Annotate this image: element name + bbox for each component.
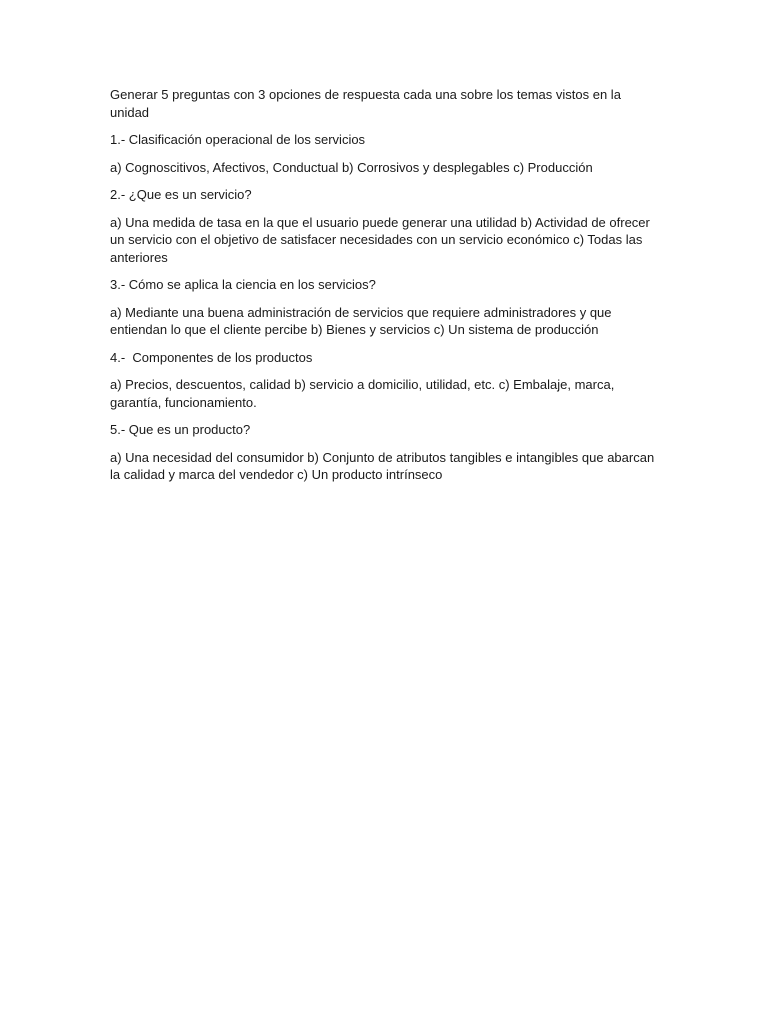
question-3-options: a) Mediante una buena administración de servicios que requiere administradores y que entiendan lo que el cliente percibe b) Bienes y servicios c) Un sistema de producción — [110, 304, 616, 337]
question-1: 1.- Clasificación operacional de los servicios — [110, 132, 366, 147]
question-2: 2.- ¿Que es un servicio? — [110, 187, 252, 202]
question-5: 5.- Que es un producto? — [110, 422, 251, 437]
question-5-options: a) Una necesidad del consumidor b) Conjunto de atributos tangibles e intangibles que abarcan la calidad y marca del vendedor c) Un producto intrínseco — [110, 449, 658, 482]
question-1-options: a) Cognoscitivos, Afectivos, Conductual b) Corrosivos y desplegables c) Producción — [110, 159, 593, 175]
intro-paragraph: Generar 5 preguntas con 3 opciones de respuesta cada una sobre los temas vistos en la unidad — [110, 87, 625, 120]
question-2-options: a) Una medida de tasa en la que el usuario puede generar una utilidad b) Actividad de ofrecer un servicio con el objetivo de satisfacer necesidades con un servicio económico c) Todas las anteriores — [110, 214, 654, 265]
question-4: 4.- Componentes de los productos — [110, 349, 313, 365]
question-3: 3.- Cómo se aplica la ciencia en los servicios? — [110, 277, 376, 292]
document-body — [110, 86, 658, 494]
question-4-options: a) Precios, descuentos, calidad b) servicio a domicilio, utilidad, etc. c) Embalaje, marca, garantía, funcionamiento. — [110, 377, 618, 410]
